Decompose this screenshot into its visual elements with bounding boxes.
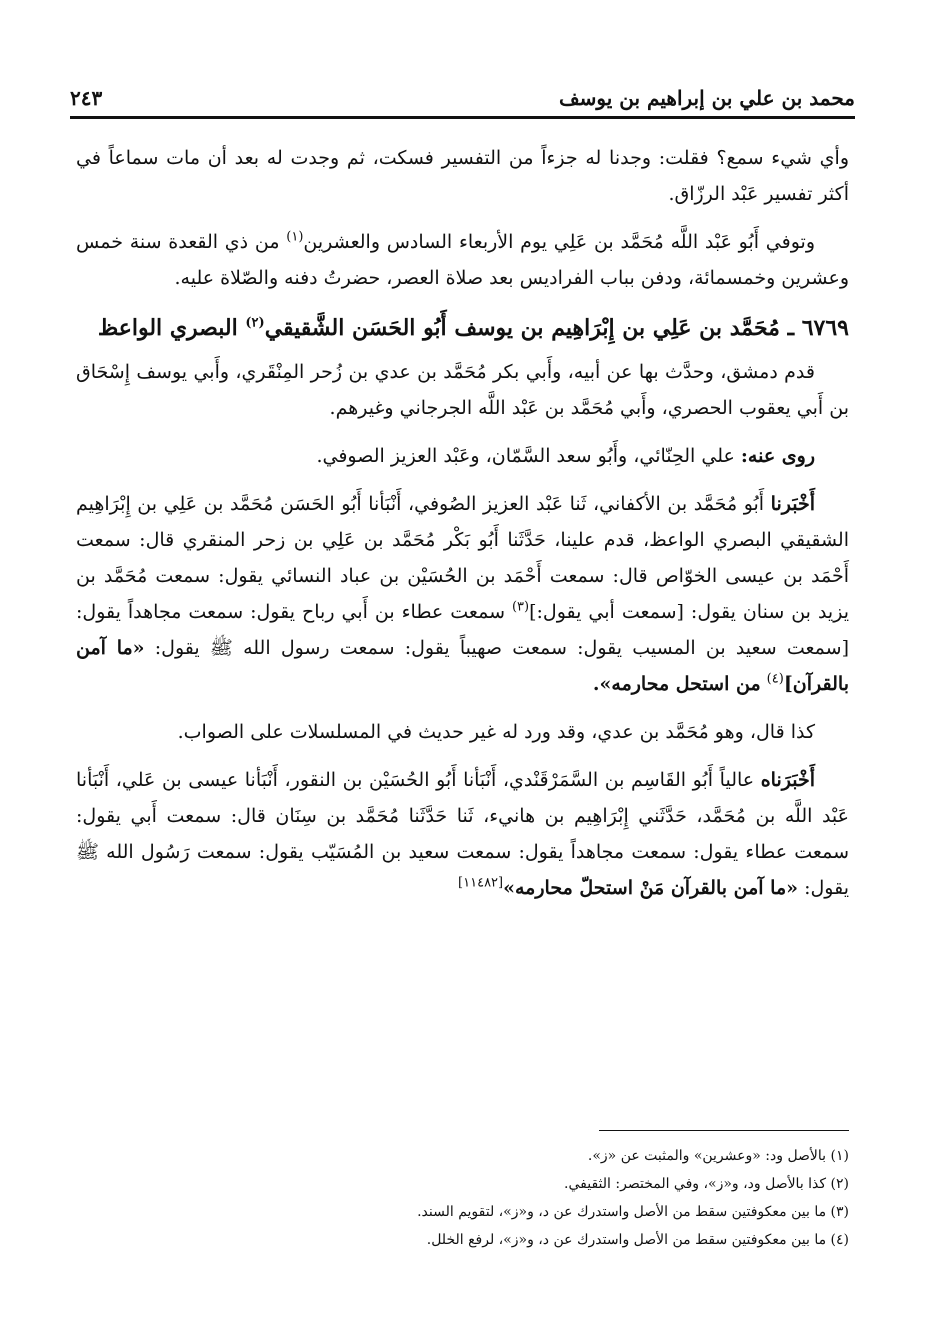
footnote-ref-3: (٣) (511, 599, 530, 615)
paragraph-5 (76, 486, 849, 702)
paragraph-5-text-a: أَبُو مُحَمَّد بن الأكفاني، ثَنا عَبْد العزيز الصُوفي، أَنْبَأنا أَبُو الحَسَن مُحَمَّد بن عَلِي بن إِبْرَاهِيم الشقيقي البصري الواعظ، قدم علينا، حَدَّثَنا أَبُو بَكْر مُحَمَّد بن عَلِي بن زحر المنقري قال: سمعت أَحْمَد بن عيسى الخوّاص قال: سمعت أَحْمَد بن الحُسَيْن بن عباد النسائي يقول: سمعت مُحَمَّد بن يزيد بن سنان يقول: [سمعت أبي يقول:] (76, 493, 849, 623)
paragraph-5-lead: أَخْبَرنا (770, 493, 815, 515)
paragraph-4-text: علي الحِنّائي، وأَبُو سعد السَّمّان، وعَبْد العزيز الصوفي. (316, 445, 735, 467)
entry-heading-text-b: البصري الواعظ (97, 315, 238, 341)
hadith-quote-2: «ما آمن بالقرآن مَنْ استحلّ محارمه» (503, 877, 799, 899)
footnote-ref-2: (٢) (245, 315, 265, 331)
paragraph-2-text-b: من ذي القعدة سنة خمس وعشرين وخمسمائة، ودفن بباب الفراديس بعد صلاة العصر، حضرتُ دفنه والصّلاة عليه. (76, 231, 849, 289)
hadith-number: [١١٤٨٢] (458, 875, 504, 891)
paragraph-6 (76, 714, 849, 750)
footnote-ref-4: (٤) (766, 671, 784, 687)
footnote-1: (١) بالأصل ود: «وعشرين» والمثبت عن «ز». (587, 1148, 849, 1164)
paragraph-2 (76, 224, 849, 296)
footnote-2: (٢) كذا بالأصل ود، و«ز»، وفي المختصر: الثقيفي. (564, 1176, 849, 1192)
paragraph-7-text: عالياً أَبُو القَاسِم بن السَّمَرْقَنْدي، أَنْبَأنا أَبُو الحُسَيْن بن النقور، أَنْبَأنا عيسى بن عَلي، أَنْبَأنا عَبْد اللَّه بن مُحَمَّد، حَدَّثَني إِبْرَاهِيم بن هانيء، ثَنا حَدَّثَنا مُحَمَّد بن سِنَان قال: سمعت أَبي يقول: سمعت عطاء يقول: سمعت مجاهداً يقول: سمعت سعيد بن المُسَيّب يقول: سمعت رَسُول الله ﷺ يقول: (76, 769, 849, 899)
paragraph-7 (76, 762, 849, 906)
hadith-quote-1: «ما آمن بالقرآن] (76, 637, 849, 695)
footnote-divider (599, 1130, 849, 1131)
footnote-3: (٣) ما بين معكوفتين سقط من الأصل واستدرك عن د، و«ز»، لتقويم السند. (417, 1204, 849, 1220)
footnotes (76, 1142, 849, 1254)
footnote-ref-1: (١) (286, 229, 304, 245)
header-divider (70, 116, 855, 119)
paragraph-1 (76, 140, 849, 212)
footnote-4: (٤) ما بين معكوفتين سقط من الأصل واستدرك عن د، و«ز»، لرفع الخلل. (426, 1232, 849, 1248)
paragraph-7-lead: أَخْبَرَناه (760, 769, 815, 791)
paragraph-4 (76, 438, 849, 474)
paragraph-4-lead: روى عنه: (740, 445, 815, 467)
main-text (76, 140, 849, 918)
paragraph-6-text: كذا قال، وهو مُحَمَّد بن عدي، وقد ورد له غير حديث في المسلسلات على الصواب. (177, 721, 815, 743)
entry-heading-text-a: ٦٧٦٩ ـ مُحَمَّد بن عَلِي بن إِبْرَاهِيم بن يوسف أَبُو الحَسَن الشَّقيقي (264, 315, 849, 341)
page-number: ٢٤٣ (70, 86, 103, 110)
paragraph-5-text-b: سمعت عطاء بن أَبي رباح يقول: سمعت مجاهداً يقول: [سمعت سعيد بن المسيب يقول: سمعت صهيباً يقول: سمعت رسول الله ﷺ يقول: (76, 601, 849, 659)
entry-heading (76, 308, 849, 348)
hadith-quote-1-end: من استحل محارمه». (592, 673, 761, 695)
paragraph-3-text: قدم دمشق، وحدَّث بها عن أبيه، وأَبي بكر مُحَمَّد بن عدي بن زُحر المِنْقَري، وأَبي يوسف إِسْحَاق بن أَبي يعقوب الحصري، وأَبي مُحَمَّد بن عَبْد اللَّه الجرجاني وغيرهم. (76, 361, 849, 419)
paragraph-2-text-a: وتوفي أَبُو عَبْد اللَّه مُحَمَّد بن عَلِي يوم الأربعاء السادس والعشرين (303, 231, 815, 253)
paragraph-1-text: وأي شيء سمع؟ فقلت: وجدنا له جزءاً من التفسير فسكت، ثم وجدت له بعد أن مات سماعاً في أكثر تفسير عَبْد الرزّاق. (76, 147, 849, 205)
paragraph-3 (76, 354, 849, 426)
running-title: محمد بن علي بن إبراهيم بن يوسف (558, 86, 855, 110)
page-header (70, 70, 855, 110)
